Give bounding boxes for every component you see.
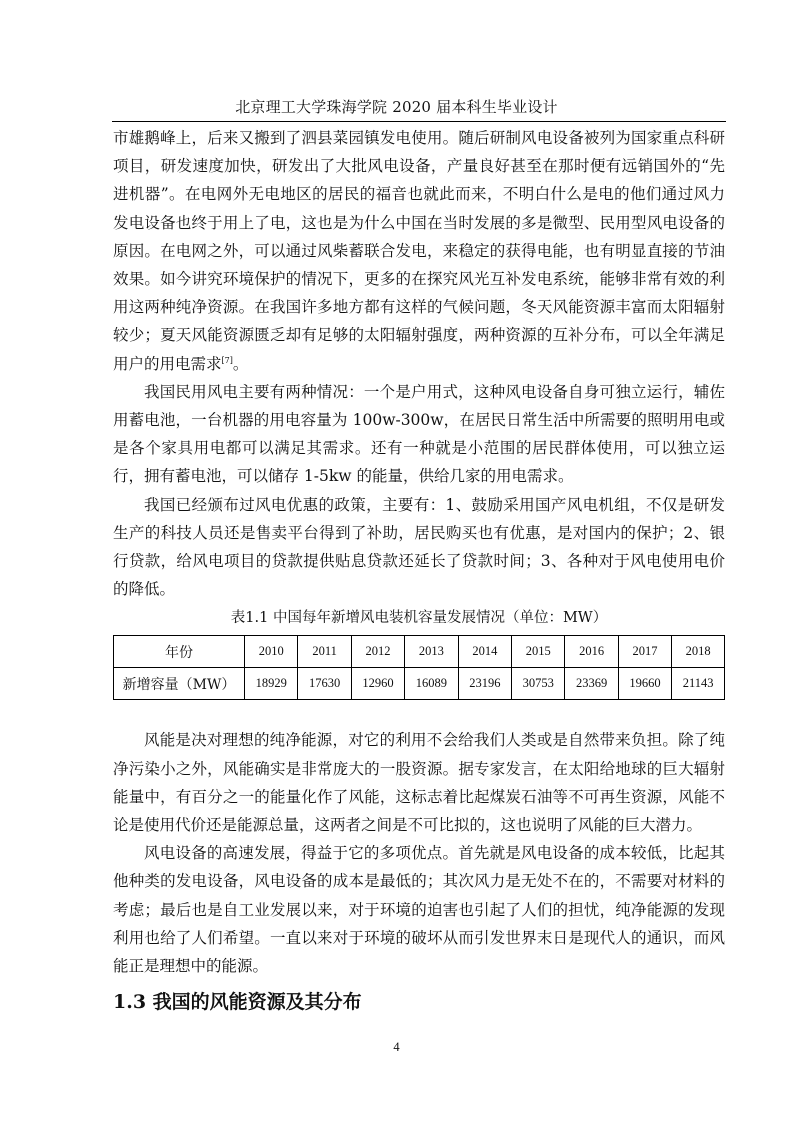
table-cell-year: 2013 [405, 636, 458, 668]
page-number: 4 [393, 1040, 400, 1054]
table-cell-value: 21143 [672, 668, 725, 700]
header-divider [112, 121, 726, 122]
table-cell-value: 30753 [512, 668, 565, 700]
section-heading: 1.3 我国的风能资源及其分布 [113, 991, 362, 1014]
table-cell-year: 2015 [512, 636, 565, 668]
paragraph-2: 我国民用风电主要有两种情况：一个是户用式，这种风电设备自身可独立运行，辅佐用蓄电池，一台机器的用电容量为 100w-300w，在居民日常生活中所需要的照明用电或是各个家具用电都可以满足其需求。还有一种就是小范围的居民群体使用，可以独立运行，拥有蓄电池，可以储存 1-5kw 的能量，供给几家的用电需求。 [113, 382, 725, 486]
table-caption: 表1.1 中国每年新增风电装机容量发展情况（单位：MW） [230, 610, 608, 627]
page-header: 北京理工大学珠海学院 2020 届本科生毕业设计 [235, 98, 558, 116]
table-cell-value: 12960 [351, 668, 404, 700]
table-cell-value: 23369 [565, 668, 618, 700]
table-cell-year: 2016 [565, 636, 618, 668]
table-row-years [114, 636, 725, 668]
table-header-capacity: 新增容量（MW） [114, 668, 245, 700]
table-cell-value: 17630 [298, 668, 351, 700]
table-cell-value: 19660 [618, 668, 671, 700]
table-cell-value: 23196 [458, 668, 511, 700]
paragraph-1-end: 。 [232, 354, 249, 373]
table-cell-year: 2017 [618, 636, 671, 668]
table-cell-year: 2010 [245, 636, 298, 668]
table-cell-year: 2011 [298, 636, 351, 668]
table-cell-year: 2014 [458, 636, 511, 668]
paragraph-4: 风能是决对理想的纯净能源，对它的利用不会给我们人类或是自然带来负担。除了纯净污染小之外，风能确实是非常庞大的一股资源。据专家发言，在太阳给地球的巨大辐射能量中，有百分之一的能量化作了风能，这标志着比起煤炭石油等不可再生资源，风能不论是使用代价还是能源总量，这两者之间是不可比拟的，这也说明了风能的巨大潜力。 [113, 731, 725, 835]
table-cell-year: 2018 [672, 636, 725, 668]
table-spacing [113, 700, 725, 726]
capacity-table [113, 635, 725, 700]
paragraph-3: 我国已经颁布过风电优惠的政策，主要有：1、鼓励采用国产风电机组，不仅是研发生产的科技人员还是售卖平台得到了补助，居民购买也有优惠，是对国内的保护；2、银行贷款，给风电项目的贷款提供贴息贷款还延长了贷款时间；3、各种对于风电使用电价的降低。 [113, 495, 725, 599]
table-row-capacity [114, 668, 725, 700]
table-cell-year: 2012 [351, 636, 404, 668]
table-cell-value: 16089 [405, 668, 458, 700]
table-cell-value: 18929 [245, 668, 298, 700]
paragraph-5: 风电设备的高速发展，得益于它的多项优点。首先就是风电设备的成本较低，比起其他种类的发电设备，风电设备的成本是最低的；其次风力是无处不在的，不需要对材料的考虑；最后也是自工业发展以来，对于环境的迫害也引起了人们的担忧，纯净能源的发现利用也给了人们希望。一直以来对于环境的破坏从而引发世界末日是现代人的通识，而风能正是理想中的能源。 [113, 844, 725, 976]
paragraph-1 [113, 124, 725, 378]
page-body [113, 124, 725, 1018]
citation-mark: [7] [221, 355, 233, 365]
table-header-year: 年份 [114, 636, 245, 668]
paragraph-1-text: 市雄鹅峰上，后来又搬到了泗县菜园镇发电使用。随后研制风电设备被列为国家重点科研项目，研发速度加快，研发出了大批风电设备，产量良好甚至在那时便有远销国外的“先进机器”。在电网外无电地区的居民的福音也就此而来，不明白什么是电的他们通过风力发电设备也终于用上了电，这也是为什么中国在当时发展的多是微型、民用型风电设备的原因。在电网之外，可以通过风柴蓄联合发电，来稳定的获得电能，也有明显直接的节油效果。如今讲究环境保护的情况下，更多的在探究风光互补发电系统，能够非常有效的利用这两种纯净资源。在我国许多地方都有这样的气候问题，冬天风能资源丰富而太阳辐射较少；夏天风能资源匮乏却有足够的太阳辐射强度，两种资源的互补分布，可以全年满足用户的用电需求 [113, 129, 725, 373]
